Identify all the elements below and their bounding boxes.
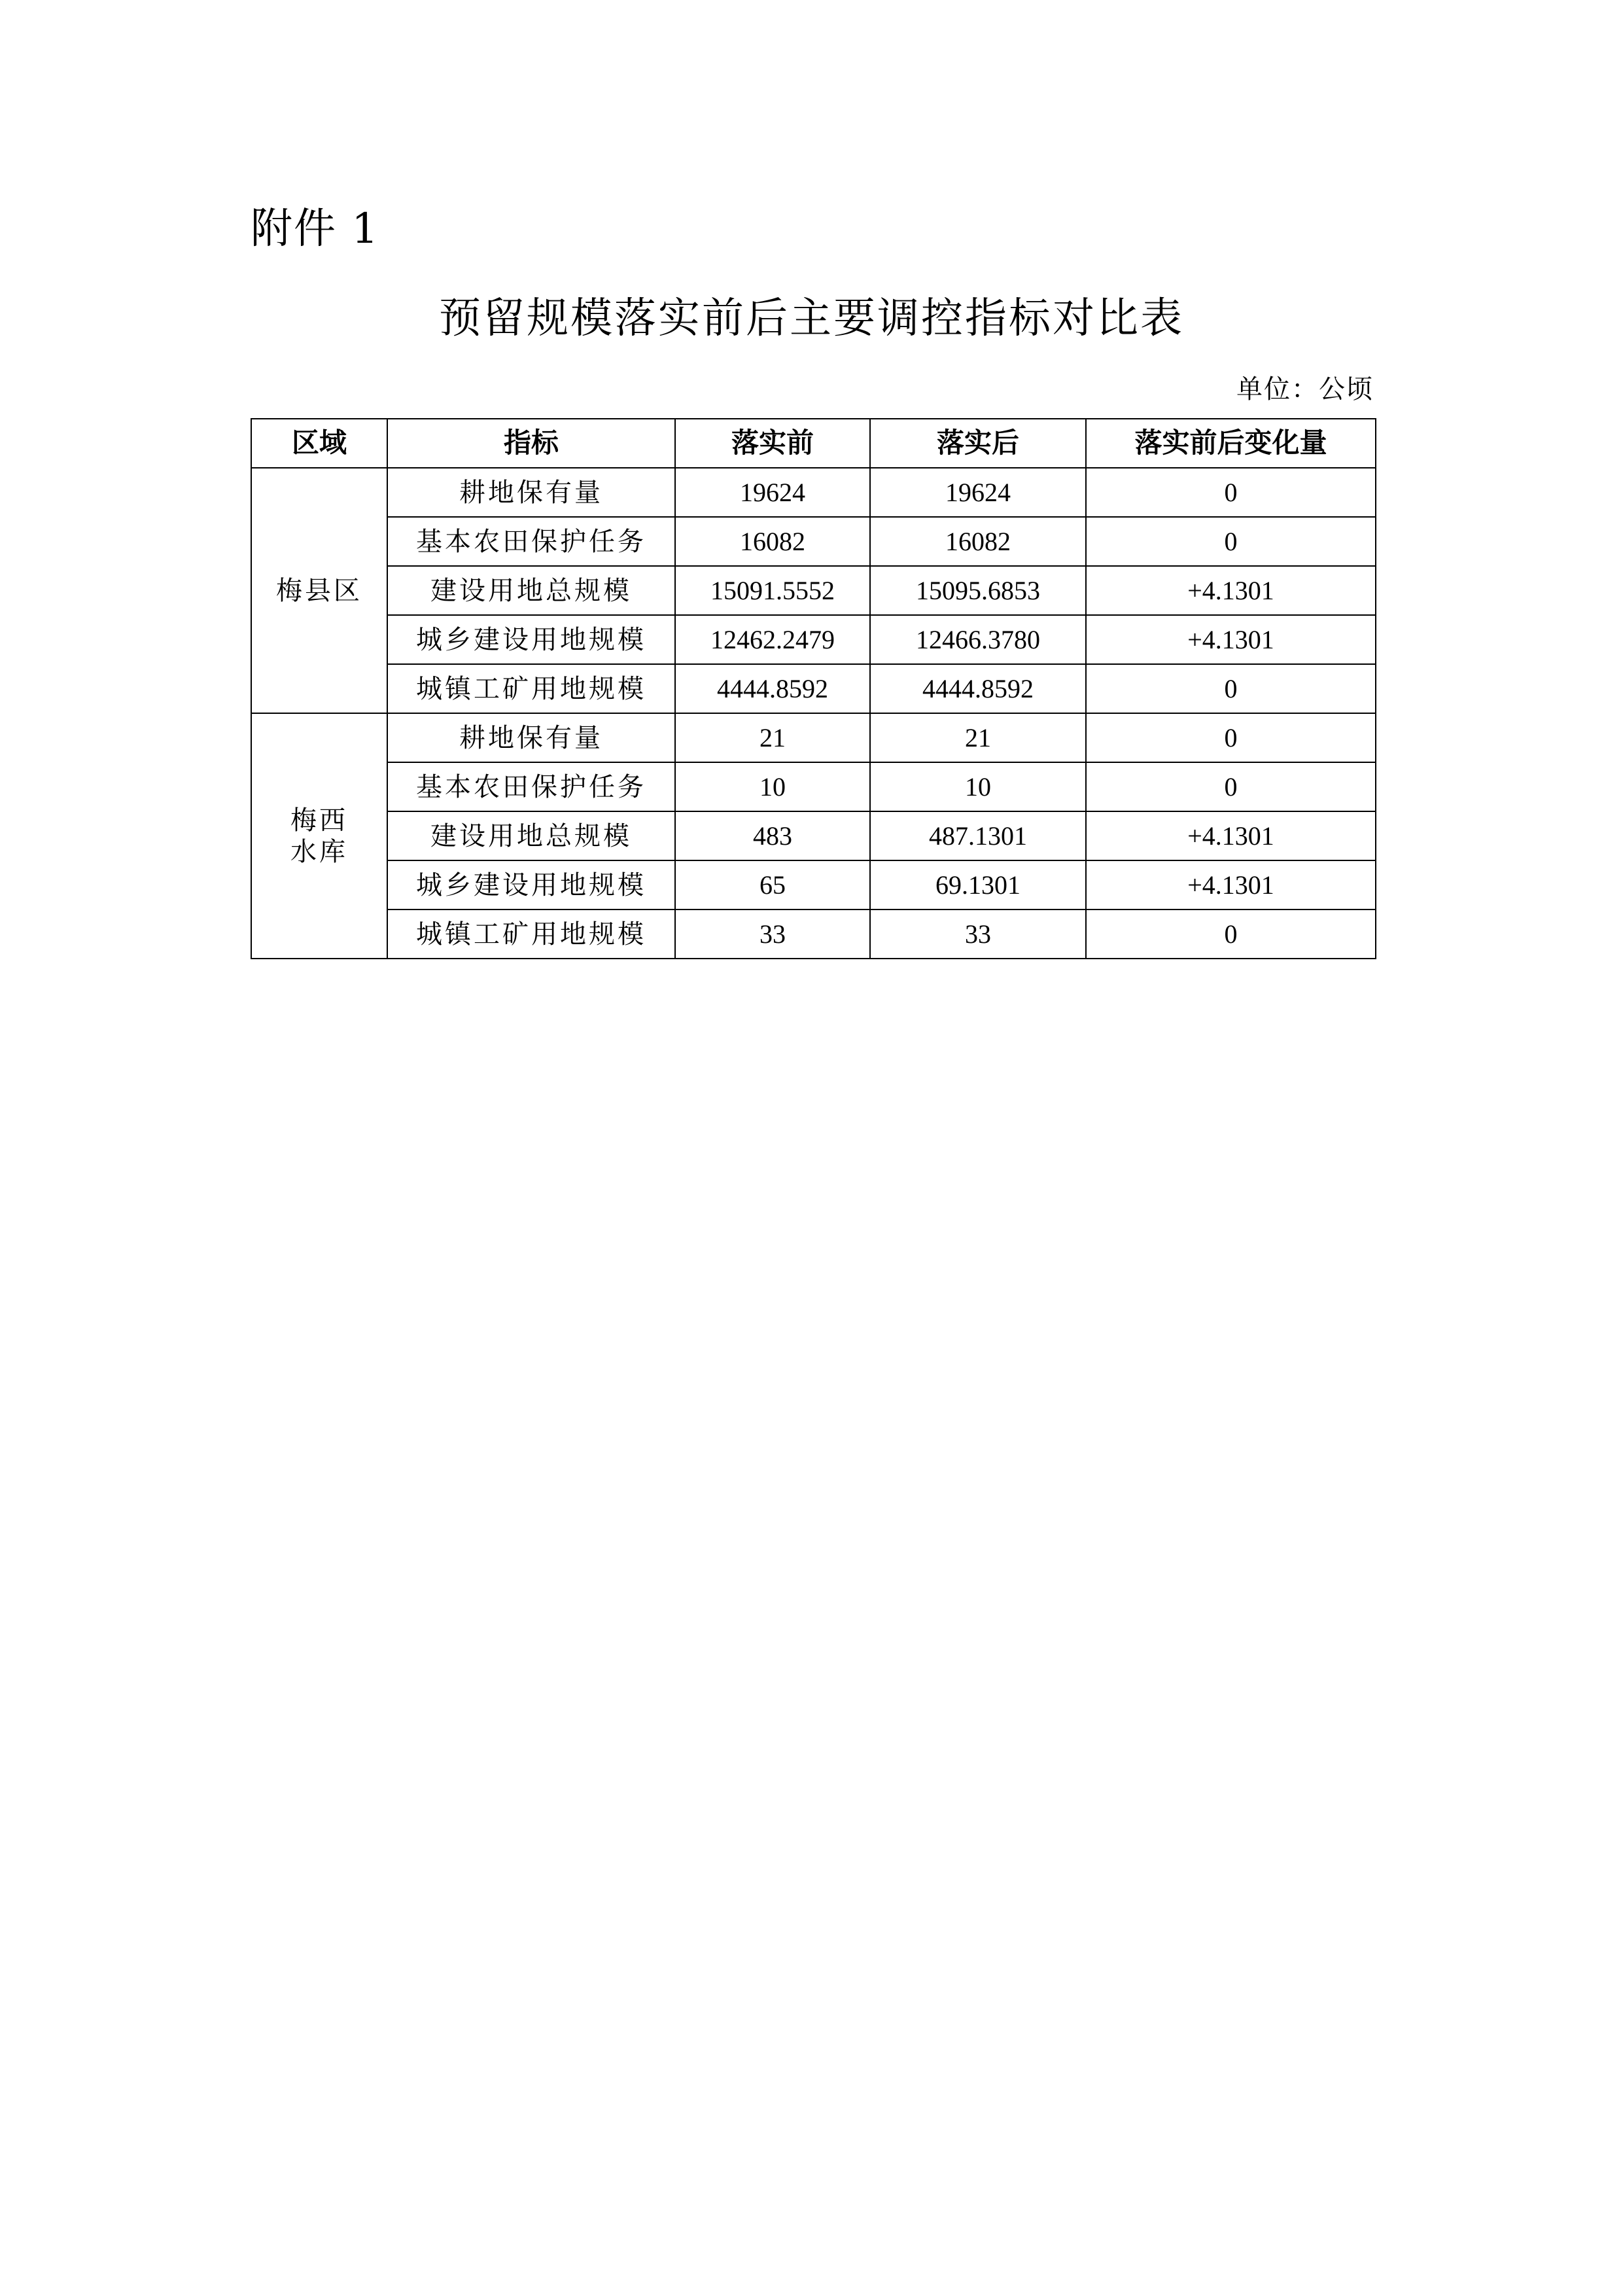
header-before: 落实前 [675, 419, 870, 468]
after-cell: 12466.3780 [870, 615, 1086, 664]
table-row [251, 860, 1376, 910]
table-row [251, 517, 1376, 566]
table-row [251, 910, 1376, 959]
after-cell: 69.1301 [870, 860, 1086, 910]
indicator-cell: 耕地保有量 [387, 468, 675, 517]
change-cell: 0 [1086, 910, 1376, 959]
change-cell: +4.1301 [1086, 811, 1376, 860]
table-row [251, 615, 1376, 664]
after-cell: 10 [870, 762, 1086, 811]
after-cell: 21 [870, 713, 1086, 762]
unit-note: 单位：公顷 [1236, 374, 1374, 404]
header-change: 落实前后变化量 [1086, 419, 1376, 468]
before-cell: 33 [675, 910, 870, 959]
table-row [251, 811, 1376, 860]
before-cell: 65 [675, 860, 870, 910]
change-cell: 0 [1086, 713, 1376, 762]
change-cell: 0 [1086, 517, 1376, 566]
header-after: 落实后 [870, 419, 1086, 468]
region-label: 梅县区 [276, 575, 362, 606]
attachment-label: 附件 1 [251, 205, 380, 253]
table-row [251, 713, 1376, 762]
before-cell: 21 [675, 713, 870, 762]
before-cell: 15091.5552 [675, 566, 870, 615]
region-cell [251, 713, 387, 959]
table-row [251, 566, 1376, 615]
region-label-line-2: 水库 [290, 836, 348, 867]
after-cell: 15095.6853 [870, 566, 1086, 615]
before-cell: 10 [675, 762, 870, 811]
header-region: 区域 [251, 419, 387, 468]
before-cell: 16082 [675, 517, 870, 566]
header-indicator: 指标 [387, 419, 675, 468]
indicator-cell: 城镇工矿用地规模 [387, 910, 675, 959]
indicator-cell: 基本农田保护任务 [387, 762, 675, 811]
change-cell: 0 [1086, 762, 1376, 811]
table-row [251, 664, 1376, 713]
change-cell: +4.1301 [1086, 860, 1376, 910]
change-cell: +4.1301 [1086, 615, 1376, 664]
indicator-cell: 城乡建设用地规模 [387, 615, 675, 664]
table-row [251, 762, 1376, 811]
indicator-cell: 城镇工矿用地规模 [387, 664, 675, 713]
indicator-cell: 建设用地总规模 [387, 566, 675, 615]
document-title: 预留规模落实前后主要调控指标对比表 [439, 294, 1184, 343]
region-label-line-1: 梅西 [290, 805, 348, 836]
indicator-cell: 耕地保有量 [387, 713, 675, 762]
after-cell: 19624 [870, 468, 1086, 517]
after-cell: 16082 [870, 517, 1086, 566]
region-cell [251, 468, 387, 713]
after-cell: 33 [870, 910, 1086, 959]
comparison-table [251, 418, 1376, 959]
before-cell: 4444.8592 [675, 664, 870, 713]
before-cell: 12462.2479 [675, 615, 870, 664]
change-cell: 0 [1086, 468, 1376, 517]
table-header-row [251, 419, 1376, 468]
indicator-cell: 基本农田保护任务 [387, 517, 675, 566]
before-cell: 19624 [675, 468, 870, 517]
change-cell: 0 [1086, 664, 1376, 713]
table-row [251, 468, 1376, 517]
before-cell: 483 [675, 811, 870, 860]
indicator-cell: 建设用地总规模 [387, 811, 675, 860]
indicator-cell: 城乡建设用地规模 [387, 860, 675, 910]
after-cell: 487.1301 [870, 811, 1086, 860]
after-cell: 4444.8592 [870, 664, 1086, 713]
change-cell: +4.1301 [1086, 566, 1376, 615]
